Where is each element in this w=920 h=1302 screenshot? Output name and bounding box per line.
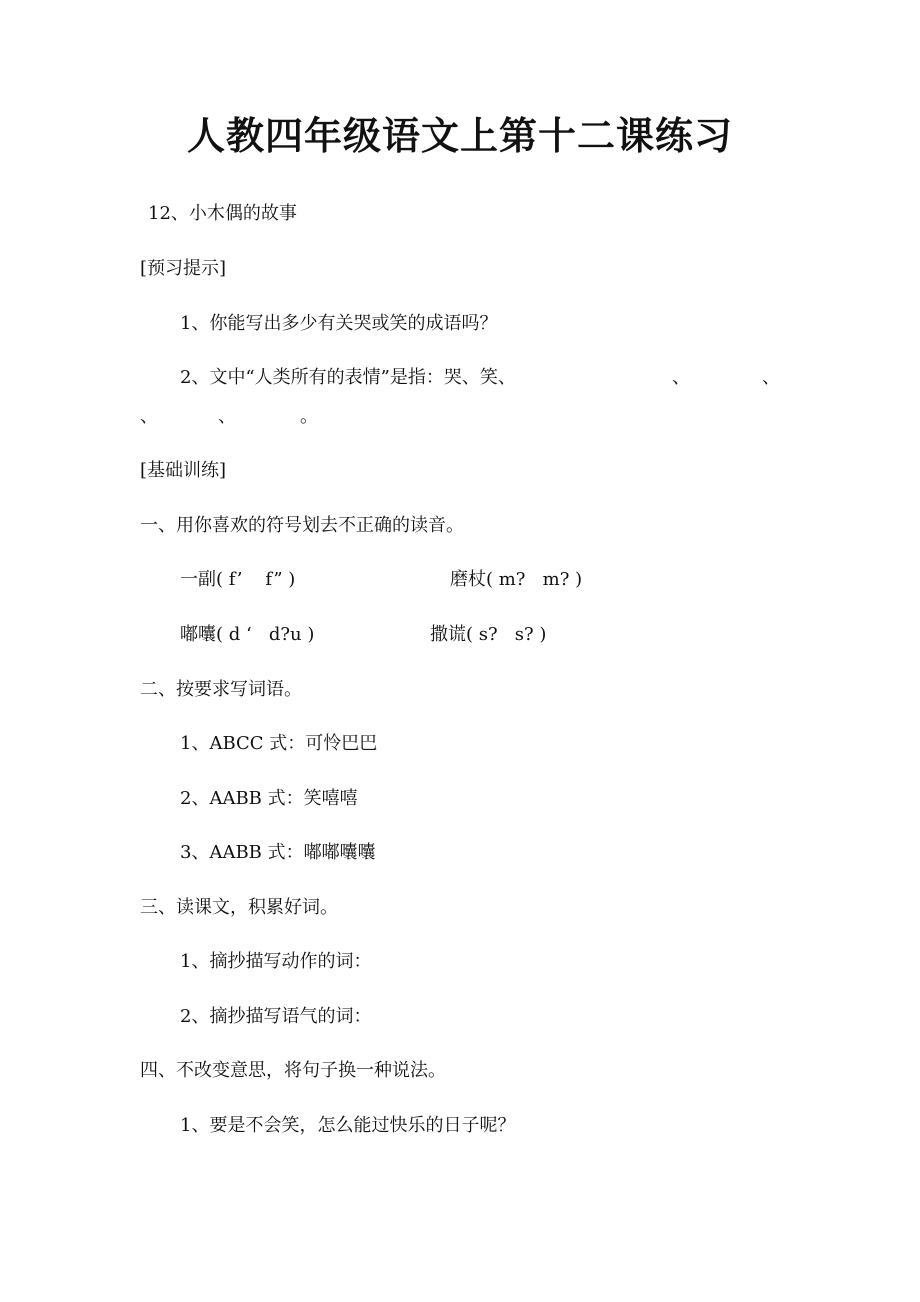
sentence-end: 。 [300, 406, 318, 427]
excerpt-item: 2、摘抄描写语气的词： [180, 1006, 372, 1027]
pinyin-item: 嘟囔( d ‘ d?u ) [180, 624, 315, 645]
blank-separator: 、 [140, 406, 158, 427]
blank-separator: 、 [762, 367, 780, 388]
word-item: 1、ABCC 式：可怜巴巴 [180, 733, 378, 754]
section-1-title: 一、用你喜欢的符号划去不正确的读音。 [140, 515, 464, 536]
rewrite-item: 1、要是不会笑，怎么能过快乐的日子呢？ [180, 1115, 516, 1136]
lesson-title: 12、小木偶的故事 [148, 203, 297, 224]
document-title: 人教四年级语文上第十二课练习 [186, 113, 733, 158]
word-item: 2、AABB 式：笑嘻嘻 [180, 788, 358, 809]
blank-separator: 、 [672, 367, 690, 388]
word-item: 3、AABB 式：嘟嘟囔囔 [180, 842, 376, 863]
blank-separator: 、 [218, 406, 236, 427]
excerpt-item: 1、摘抄描写动作的词： [180, 951, 372, 972]
pinyin-item: 一副( f’ f” ) [180, 569, 296, 590]
preview-question-1: 1、你能写出多少有关哭或笑的成语吗？ [180, 313, 498, 334]
section-2-title: 二、按要求写词语。 [140, 679, 302, 700]
preview-header: [预习提示] [140, 258, 227, 279]
pinyin-item: 磨杖( m? m? ) [450, 569, 583, 590]
pinyin-item: 撒谎( s? s? ) [430, 624, 547, 645]
section-3-title: 三、读课文，积累好词。 [140, 897, 338, 918]
section-4-title: 四、不改变意思，将句子换一种说法。 [140, 1060, 446, 1081]
basic-header: [基础训练] [140, 460, 227, 481]
preview-question-2: 2、文中“人类所有的表情”是指：哭、笑、 [180, 367, 516, 388]
